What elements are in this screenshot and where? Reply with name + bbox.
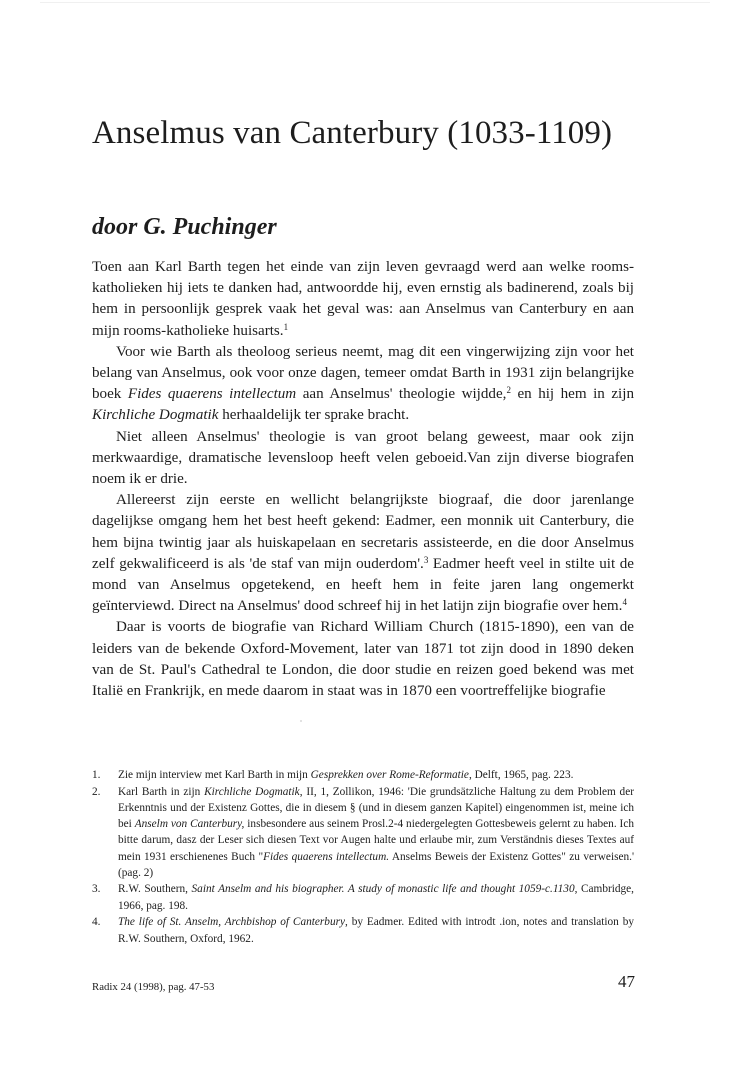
scan-edge-line — [40, 2, 710, 3]
footnotes-list — [92, 767, 634, 947]
footnote-3 — [92, 881, 634, 913]
footnote-ref-3[interactable]: 3 — [423, 554, 429, 565]
book-title-dogmatik: Kirchliche Dogmatik — [92, 407, 219, 424]
footnote-ref-2[interactable]: 2 — [506, 385, 511, 396]
footnote-book-title: Fides quaerens intellectum. — [263, 850, 390, 863]
footnote-book-title: The life of St. Anselm, Archbishop of Canterbury — [118, 916, 346, 929]
footnote-ref-4[interactable]: 4 — [622, 597, 627, 608]
paragraph-text: aan Anselmus' theologie wijdde, — [296, 386, 507, 403]
footnote-text: , II, 1, Zollikon, 1946: 'Die grundsätzliche Haltung zu dem Problem der Erkenntnis und der Existenz Gottes, die in diesem § (und in diesem ganzen Kapitel) eingenommen ist, meine ich bei — [118, 785, 634, 831]
paragraph-3 — [92, 427, 634, 491]
paragraph-text: Allereerst zijn eerste en wellicht belangrijkste biograaf, die door jarenlange dagelijkse omgang hem het best heeft gekend: Eadmer, een monnik uit Canterbury, die hem bijna twintig jaar als huiskapelaan en secretaris assisteerde, en die door Anselmus zelf gekwalificeerd is als 'de staf van mijn ouderdom'. — [92, 492, 634, 572]
footnote-number: 4. — [92, 916, 101, 929]
footnote-book-title: Gesprekken over Rome-Reformatie — [310, 769, 469, 781]
footnote-book-title: Saint Anselm and his biographer. A study of monastic life and thought 1059-c.1130 — [191, 883, 575, 896]
footnote-text: R.W. Southern, — [118, 883, 192, 896]
footnote-2 — [92, 784, 634, 881]
page-number: 47 — [618, 972, 635, 991]
scan-speck — [300, 720, 302, 722]
paragraph-2 — [92, 342, 634, 427]
footnote-text: , Cambridge, 1966, pag. 198. — [118, 883, 634, 912]
paragraph-text: Voor wie Barth als theoloog serieus neemt, mag dit een vingerwijzing zijn voor het belang van Anselmus, ook voor onze dagen, temeer omdat Barth in 1931 zijn belangrijke boek — [92, 343, 634, 403]
footnote-book-title: Kirchliche Dogmatik — [204, 785, 300, 798]
footnote-4 — [92, 914, 634, 946]
footnote-number: 1. — [92, 769, 101, 781]
paragraph-text: Toen aan Karl Barth tegen het einde van zijn leven gevraagd werd aan welke rooms-katholieken hij iets te danken had, antwoordde hij, even ernstig als badinerend, zoals bij hem in persoonlijk gesprek vaak het geval was: aan Anselmus van Canterbury en aan mijn rooms-katholieke huisarts. — [92, 259, 634, 339]
footnote-1 — [92, 767, 634, 783]
paragraph-text: Daar is voorts de biografie van Richard William Church (1815-1890), een van de leiders van de bekende Oxford-Movement, later van 1871 tot zijn dood in 1890 deken van de St. Paul's Cathedral te London, die door studie en reizen goed bekend was met Italië en Frankrijk, en mede daarom in staat was in 1870 een voortreffelijke biografie — [92, 619, 634, 700]
footnote-book-title: Anselm von Canterbury, — [134, 818, 245, 831]
footnote-text: , by Eadmer. Edited with introdt .ion, notes and translation by R.W. Southern, Oxford, 1962. — [118, 916, 634, 945]
paragraph-1 — [92, 257, 634, 342]
footnote-text: , Delft, 1965, pag. 223. — [468, 769, 574, 781]
article-body — [92, 257, 634, 702]
footnote-text: insbesondere aus seinem Prosl.2-4 niedergelegten Gottesbeweis gelernt zu haben. Ich bitte darum, dasz der Leser sich diesen Text vor Augen halte und erlaube mir, zum Verständnis dieses Textes auf mein 1931 erschienenes Buch " — [118, 818, 634, 863]
article-title: Anselmus van Canterbury (1033-1109) — [92, 115, 613, 151]
footnote-number: 3. — [92, 883, 101, 896]
paragraph-5 — [92, 617, 634, 702]
footnote-text: Anselms Beweis der Existenz Gottes" zu verweisen.' (pag. 2) — [118, 850, 634, 879]
paragraph-text: Niet alleen Anselmus' theologie is van groot belang geweest, maar ook zijn merkwaardige, dramatische levensloop heeft velen geboeid.Van zijn diverse biografen noem ik er drie. — [92, 428, 634, 488]
book-title-fides: Fides quaerens intellectum — [127, 386, 297, 403]
journal-citation: Radix 24 (1998), pag. 47-53 — [92, 981, 215, 993]
paragraph-text: Eadmer heeft veel in stilte uit de mond van Anselmus opgetekend, en heeft hem in feite jaren lang ongemerkt geïnterviewd. Direct na Anselmus' dood schreef hij in het latijn zijn biografie over hem. — [92, 555, 635, 615]
footnote-text: Zie mijn interview met Karl Barth in mijn — [118, 769, 311, 781]
article-author: door G. Puchinger — [92, 214, 277, 240]
footnote-text: Karl Barth in zijn — [118, 785, 205, 798]
paragraph-text: herhaaldelijk ter sprake bracht. — [218, 407, 410, 424]
paragraph-4 — [92, 490, 634, 617]
footnote-number: 2. — [92, 785, 101, 798]
footnote-ref-1[interactable]: 1 — [283, 321, 289, 332]
paragraph-text: en hij hem in zijn — [510, 386, 634, 403]
